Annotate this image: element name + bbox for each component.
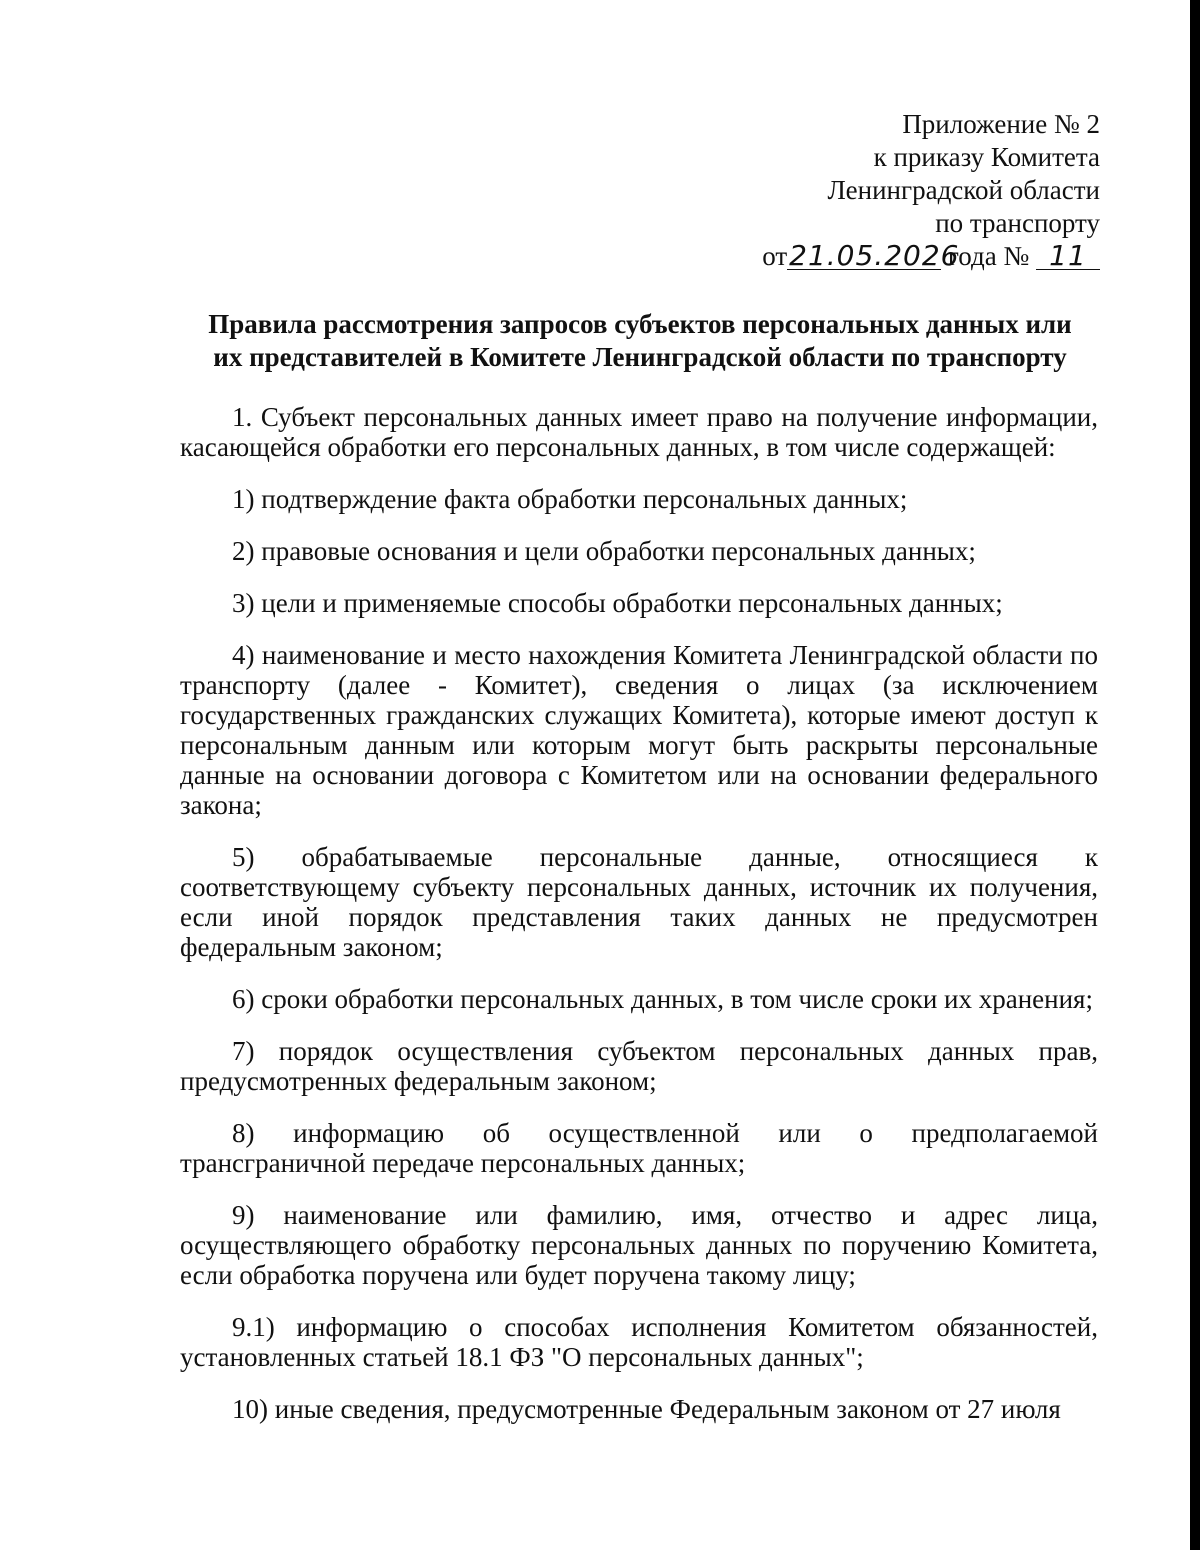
list-item-1: 1) подтверждение факта обработки персональных данных; <box>232 484 908 514</box>
appendix-header <box>762 108 1100 273</box>
appendix-number: Приложение № 2 <box>902 109 1100 139</box>
list-item-6: 6) сроки обработки персональных данных, в том числе сроки их хранения; <box>232 984 1093 1014</box>
document-title <box>180 308 1100 374</box>
list-item-3: 3) цели и применяемые способы обработки персональных данных; <box>232 588 1003 618</box>
paragraph-1: 1. Субъект персональных данных имеет право на получение информации, касающейся обработки его персональных данных, в том числе содержащей: <box>180 402 1098 462</box>
list-item-4: 4) наименование и место нахождения Комитета Ленинградской области по транспорту (далее - Комитет), сведения о лицах (за исключением государственных гражданских служащих Комитета), которые имеют доступ к персональным данным или которым могут быть раскрыты персональные данные на основании договора с Комитетом или на основании федерального закона; <box>180 640 1098 820</box>
list-item-2: 2) правовые основания и цели обработки персональных данных; <box>232 536 976 566</box>
date-prefix: от <box>762 241 788 271</box>
handwritten-date: 21.05.2026 <box>789 239 960 272</box>
list-item-7: 7) порядок осуществления субъектом персональных данных прав, предусмотренных федеральным законом; <box>180 1036 1098 1096</box>
title-line-1: Правила рассмотрения запросов субъектов персональных данных или <box>208 309 1072 339</box>
order-reference: к приказу Комитета <box>873 142 1100 172</box>
list-item-5: 5) обрабатываемые персональные данные, относящиеся к соответствующему субъекту персональных данных, источник их получения, если иной порядок представления таких данных не предусмотрен федеральным законом; <box>180 842 1098 962</box>
list-item-9-1: 9.1) информацию о способах исполнения Комитетом обязанностей, установленных статьей 18.1 ФЗ "О персональных данных"; <box>180 1312 1098 1372</box>
title-line-2: их представителей в Комитете Ленинградской области по транспорту <box>213 342 1067 372</box>
handwritten-number: 11 <box>1036 243 1100 270</box>
list-item-8: 8) информацию об осуществленной или о предполагаемой трансграничной передаче персональных данных; <box>180 1118 1098 1178</box>
number-prefix: года № <box>947 241 1030 271</box>
list-item-10: 10) иные сведения, предусмотренные Федеральным законом от 27 июля <box>232 1394 1061 1424</box>
region-name: Ленинградской области <box>827 175 1100 205</box>
scan-border <box>1190 0 1200 1550</box>
list-item-9: 9) наименование или фамилию, имя, отчество и адрес лица, осуществляющего обработку персональных данных по поручению Комитета, если обработка поручена или будет поручена такому лицу; <box>180 1200 1098 1290</box>
committee-domain: по транспорту <box>935 208 1100 238</box>
date-number-line <box>762 240 1100 273</box>
document-body <box>180 402 1098 1424</box>
